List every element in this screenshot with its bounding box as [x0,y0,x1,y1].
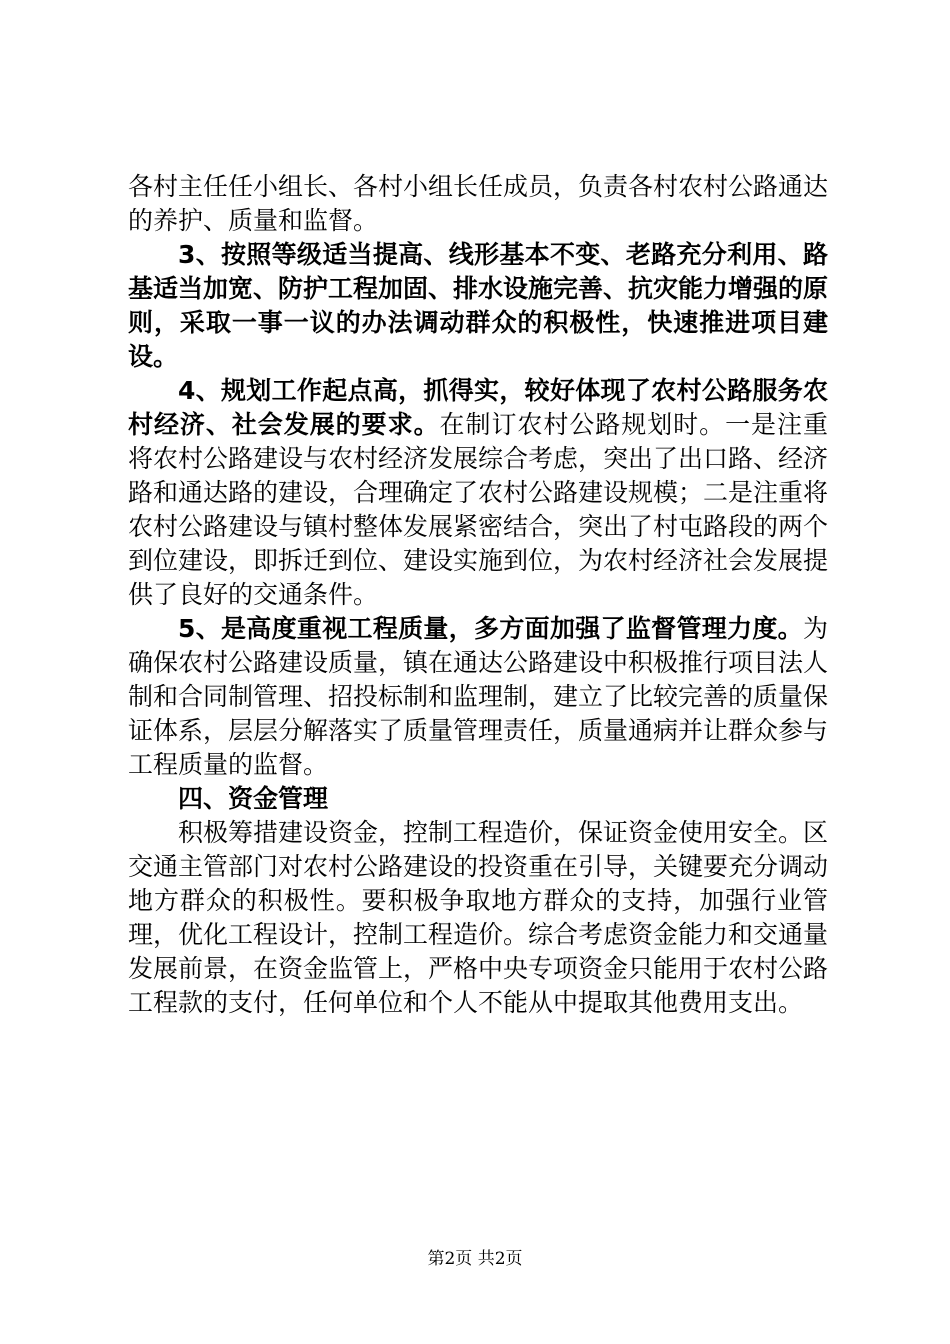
page-number-footer: 第2页 共2页 [427,1249,523,1269]
paragraph-item-5 [128,612,828,782]
section-heading-funds: 四、资金管理 [178,784,329,813]
paragraph-funds: 积极筹措建设资金，控制工程造价，保证资金使用安全。区交通主管部门对农村公路建设的投资重在引导，关键要充分调动地方群众的积极性。要积极争取地方群众的支持，加强行业管理，优化工程设计，控制工程造价。综合考虑资金能力和交通量发展前景，在资金监管上，严格中央专项资金只能用于农村公路工程款的支付，任何单位和个人不能从中提取其他费用支出。 [128,818,829,1017]
item-5-body: 为确保农村公路建设质量，镇在通达公路建设中积极推行项目法人制和合同制管理、招投标制和监理制，建立了比较完善的质量保证体系，层层分解落实了质量管理责任，质量通病并让群众参与工程质量的监督。 [128,614,829,779]
paragraph-item-4 [128,374,828,612]
item-4-lead: 4、规划工作起点高，抓得实，较好体现了农村公路服务农村经济、社会发展的要求。 [128,376,828,439]
paragraph-item-3: 3、按照等级适当提高、线形基本不变、老路充分利用、路基适当加宽、防护工程加固、排水设施完善、抗灾能力增强的原则，采取一事一议的办法调动群众的积极性，快速推进项目建设。 [128,240,829,371]
paragraph-continuation: 各村主任任小组长、各村小组长任成员，负责各村农村公路通达的养护、质量和监督。 [128,172,829,235]
item-5-lead: 5、是高度重视工程质量，多方面加强了监督管理力度。 [178,614,803,643]
document-body [128,170,828,1020]
item-4-body: 在制订农村公路规划时。一是注重将农村公路建设与农村经济发展综合考虑，突出了出口路、经济路和通达路的建设，合理确定了农村公路建设规模；二是注重将农村公路建设与镇村整体发展紧密结合，突出了村屯路段的两个到位建设，即拆迁到位、建设实施到位，为农村经济社会发展提供了良好的交通条件。 [128,410,829,609]
